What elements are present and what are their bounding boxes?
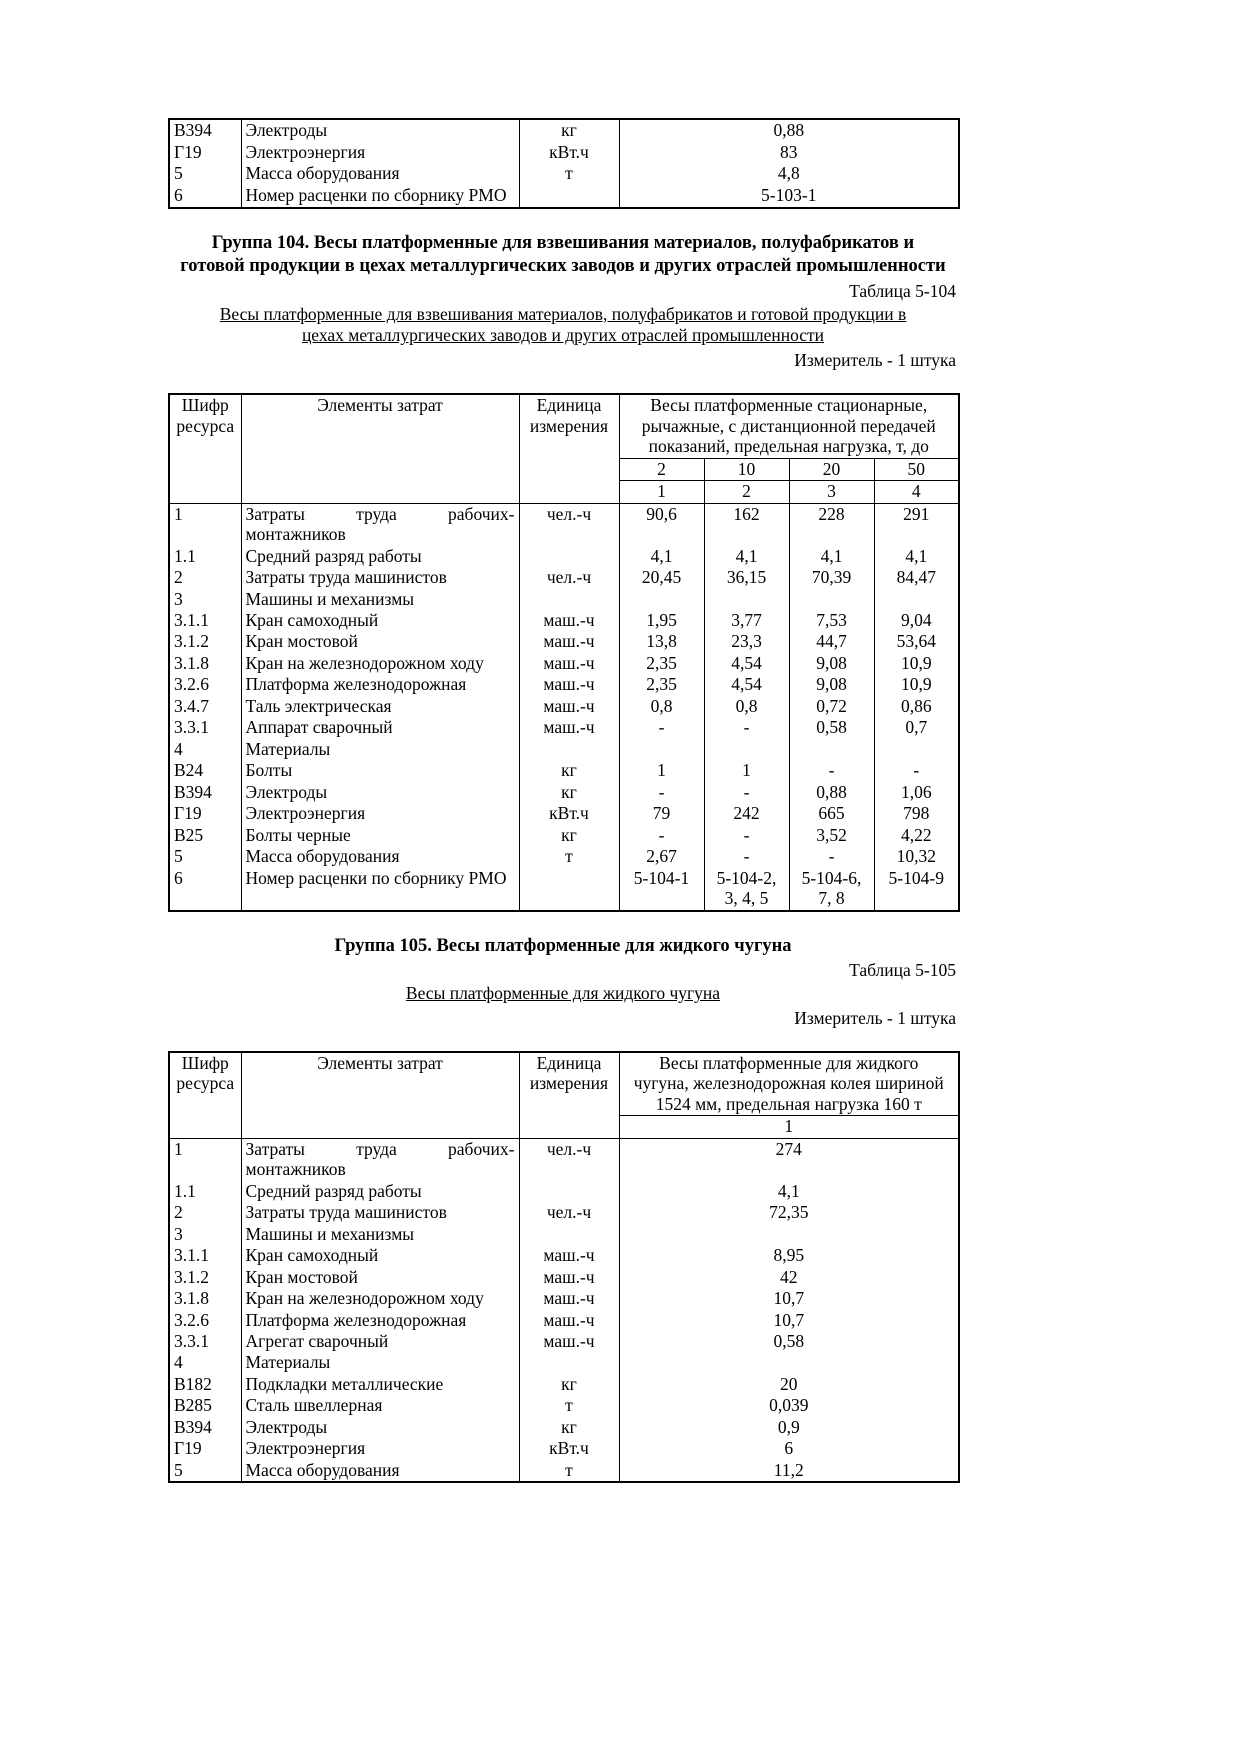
cell-unit bbox=[519, 185, 619, 208]
cell-code: 3.4.7 bbox=[169, 696, 241, 717]
cell-value: 8,95 bbox=[619, 1245, 959, 1266]
cell-value-1: 90,6 bbox=[619, 503, 704, 545]
cell-element: Масса оборудования bbox=[241, 846, 519, 867]
cell-code: В285 bbox=[169, 1395, 241, 1416]
table-row bbox=[169, 1417, 959, 1438]
table-105-number: Таблица 5-105 bbox=[849, 960, 956, 981]
cell-value-3: - bbox=[789, 846, 874, 867]
cell-value-2: 23,3 bbox=[704, 631, 789, 652]
spacer-before-table-104 bbox=[168, 371, 958, 393]
cell-unit: маш.-ч bbox=[519, 1267, 619, 1288]
cell-element: Номер расценки по сборнику РМО bbox=[241, 868, 519, 911]
table-row bbox=[169, 1460, 959, 1482]
cell-value-1: 2,35 bbox=[619, 674, 704, 695]
cell-unit: маш.-ч bbox=[519, 610, 619, 631]
cell-code: 3.2.6 bbox=[169, 1310, 241, 1331]
cell-value-3: 665 bbox=[789, 803, 874, 824]
header-group-line1: Весы платформенные стационарные, bbox=[650, 395, 928, 416]
cell-value-2: 4,54 bbox=[704, 674, 789, 695]
cell-unit: кг bbox=[519, 1374, 619, 1395]
cell-code: 4 bbox=[169, 1352, 241, 1373]
cell-code: 1 bbox=[169, 503, 241, 545]
table-row bbox=[169, 1202, 959, 1223]
cell-code: В24 bbox=[169, 760, 241, 781]
cell-element: Кран самоходный bbox=[241, 610, 519, 631]
header-capacity-3: 20 bbox=[789, 458, 874, 480]
cell-value-3: 5-104-6, 7, 8 bbox=[789, 868, 874, 911]
cell-value: 10,7 bbox=[619, 1288, 959, 1309]
cell-value-2: 4,54 bbox=[704, 653, 789, 674]
table-row bbox=[169, 631, 959, 652]
cell-code: В182 bbox=[169, 1374, 241, 1395]
header-unit: Единица измерения bbox=[519, 1052, 619, 1138]
cell-value-3: 70,39 bbox=[789, 567, 874, 588]
cell-value-3: 228 bbox=[789, 503, 874, 545]
cell-element: Кран на железнодорожном ходу bbox=[241, 1288, 519, 1309]
cell-value-4: 1,06 bbox=[874, 782, 959, 803]
cell-element: Платформа железнодорожная bbox=[241, 674, 519, 695]
cell-code: 6 bbox=[169, 868, 241, 911]
header-group-line2: рычажные, с дистанционной передачей bbox=[641, 415, 936, 436]
cell-value-4: 0,7 bbox=[874, 717, 959, 738]
cell-element: Сталь швеллерная bbox=[241, 1395, 519, 1416]
header-col-number-1: 1 bbox=[619, 481, 704, 503]
cell-code: 3.1.1 bbox=[169, 610, 241, 631]
table-row bbox=[169, 1181, 959, 1202]
cell-value-4: 5-104-9 bbox=[874, 868, 959, 911]
header-capacity-4: 50 bbox=[874, 458, 959, 480]
cell-value-4: 4,1 bbox=[874, 546, 959, 567]
header-group-title bbox=[619, 394, 959, 458]
cell-element: Электроды bbox=[241, 782, 519, 803]
cell-value-2 bbox=[704, 589, 789, 610]
cell-value-1: 4,1 bbox=[619, 546, 704, 567]
cell-value-1: 1 bbox=[619, 760, 704, 781]
cell-code: В394 bbox=[169, 119, 241, 142]
cell-element: Подкладки металлические bbox=[241, 1374, 519, 1395]
group-104-title-line2: готовой продукции в цехах металлургических заводов и других отраслей промышленности bbox=[180, 256, 946, 277]
cell-element: Болты черные bbox=[241, 825, 519, 846]
cell-unit: кг bbox=[519, 760, 619, 781]
table-5-105-body bbox=[169, 1138, 959, 1482]
table-row bbox=[169, 825, 959, 846]
cell-value-2: - bbox=[704, 782, 789, 803]
table-5-103-tail-body bbox=[169, 119, 959, 208]
table-row bbox=[169, 868, 959, 911]
cell-code: В394 bbox=[169, 1417, 241, 1438]
cell-value: 4,8 bbox=[619, 163, 959, 185]
cell-unit: кг bbox=[519, 119, 619, 142]
table-row bbox=[169, 503, 959, 545]
cell-code: 3.1.2 bbox=[169, 1267, 241, 1288]
group-104-title-line1: Группа 104. Весы платформенные для взвешивания материалов, полуфабрикатов и bbox=[211, 232, 915, 253]
cell-code: 3.1.8 bbox=[169, 1288, 241, 1309]
cell-value: 6 bbox=[619, 1438, 959, 1459]
cell-code: 3.1.1 bbox=[169, 1245, 241, 1266]
table-row bbox=[169, 696, 959, 717]
cell-code: 3 bbox=[169, 1224, 241, 1245]
header-element: Элементы затрат bbox=[241, 394, 519, 503]
table-row bbox=[169, 782, 959, 803]
table-105-caption-text: Весы платформенные для жидкого чугуна bbox=[405, 983, 721, 1004]
table-row bbox=[169, 1267, 959, 1288]
cell-code: 5 bbox=[169, 163, 241, 185]
cell-element: Затраты труда машинистов bbox=[241, 1202, 519, 1223]
cell-value-4: 10,32 bbox=[874, 846, 959, 867]
cell-value-1: - bbox=[619, 782, 704, 803]
cell-unit: маш.-ч bbox=[519, 1310, 619, 1331]
cell-code: 1.1 bbox=[169, 1181, 241, 1202]
table-row bbox=[169, 1352, 959, 1373]
cell-unit bbox=[519, 1352, 619, 1373]
cell-value: 4,1 bbox=[619, 1181, 959, 1202]
table-row bbox=[169, 739, 959, 760]
cell-value-2: 1 bbox=[704, 760, 789, 781]
cell-element: Затраты труда рабочих-монтажников bbox=[241, 503, 519, 545]
header-code: Шифр ресурса bbox=[169, 394, 241, 503]
cell-value bbox=[619, 1224, 959, 1245]
cell-value-4: 798 bbox=[874, 803, 959, 824]
cell-value: 11,2 bbox=[619, 1460, 959, 1482]
table-5-104-head bbox=[169, 394, 959, 503]
table-row bbox=[169, 185, 959, 208]
cell-code: 2 bbox=[169, 567, 241, 588]
cell-element: Электроэнергия bbox=[241, 803, 519, 824]
header-col-number-4: 4 bbox=[874, 481, 959, 503]
cell-unit bbox=[519, 1224, 619, 1245]
cell-unit: чел.-ч bbox=[519, 1138, 619, 1180]
cell-value-1: 79 bbox=[619, 803, 704, 824]
header-code: Шифр ресурса bbox=[169, 1052, 241, 1138]
cell-code: 3 bbox=[169, 589, 241, 610]
cell-code: 4 bbox=[169, 739, 241, 760]
cell-value-2: - bbox=[704, 825, 789, 846]
table-5-105 bbox=[168, 1051, 960, 1483]
header-unit: Единица измерения bbox=[519, 394, 619, 503]
cell-unit: маш.-ч bbox=[519, 1245, 619, 1266]
cell-unit: т bbox=[519, 163, 619, 185]
cell-value-1 bbox=[619, 739, 704, 760]
table-105-measure: Измеритель - 1 штука bbox=[794, 1007, 956, 1028]
cell-element: Машины и механизмы bbox=[241, 589, 519, 610]
cell-unit: кВт.ч bbox=[519, 142, 619, 164]
table-row bbox=[169, 1224, 959, 1245]
cell-value: 5-103-1 bbox=[619, 185, 959, 208]
cell-element: Кран мостовой bbox=[241, 1267, 519, 1288]
table-row bbox=[169, 1310, 959, 1331]
cell-value-3: 3,52 bbox=[789, 825, 874, 846]
cell-unit: чел.-ч bbox=[519, 503, 619, 545]
cell-code: Г19 bbox=[169, 142, 241, 164]
cell-code: 5 bbox=[169, 846, 241, 867]
cell-element: Материалы bbox=[241, 1352, 519, 1373]
table-row bbox=[169, 546, 959, 567]
table-row bbox=[169, 119, 959, 142]
cell-element: Затраты труда машинистов bbox=[241, 567, 519, 588]
cell-value-4: 9,04 bbox=[874, 610, 959, 631]
cell-value-1: 2,35 bbox=[619, 653, 704, 674]
cell-value-3: - bbox=[789, 760, 874, 781]
cell-unit: маш.-ч bbox=[519, 631, 619, 652]
cell-value-1: 0,8 bbox=[619, 696, 704, 717]
cell-unit: маш.-ч bbox=[519, 653, 619, 674]
table-105-caption bbox=[168, 983, 958, 1005]
cell-value: 42 bbox=[619, 1267, 959, 1288]
cell-value-3: 0,72 bbox=[789, 696, 874, 717]
cell-unit bbox=[519, 739, 619, 760]
table-row bbox=[169, 717, 959, 738]
cell-value-1: 5-104-1 bbox=[619, 868, 704, 911]
table-row bbox=[169, 760, 959, 781]
cell-element: Затраты труда рабочих-монтажников bbox=[241, 1138, 519, 1180]
cell-code: 1.1 bbox=[169, 546, 241, 567]
table-104-number: Таблица 5-104 bbox=[849, 280, 956, 301]
cell-element: Аппарат сварочный bbox=[241, 717, 519, 738]
table-row bbox=[169, 163, 959, 185]
cell-value bbox=[619, 1352, 959, 1373]
cell-value-3: 0,88 bbox=[789, 782, 874, 803]
table-row bbox=[169, 1245, 959, 1266]
cell-value-4: - bbox=[874, 760, 959, 781]
table-104-measure: Измеритель - 1 штука bbox=[794, 350, 956, 371]
cell-value-4: 53,64 bbox=[874, 631, 959, 652]
cell-unit: кВт.ч bbox=[519, 803, 619, 824]
cell-unit bbox=[519, 1181, 619, 1202]
table-row bbox=[169, 1331, 959, 1352]
cell-value-3 bbox=[789, 589, 874, 610]
cell-element: Машины и механизмы bbox=[241, 1224, 519, 1245]
cell-element: Электроэнергия bbox=[241, 142, 519, 164]
table-row bbox=[169, 674, 959, 695]
header-col-number-3: 3 bbox=[789, 481, 874, 503]
table-5-104 bbox=[168, 393, 960, 911]
cell-unit bbox=[519, 868, 619, 911]
cell-element: Кран самоходный bbox=[241, 1245, 519, 1266]
cell-value: 20 bbox=[619, 1374, 959, 1395]
table-row bbox=[169, 653, 959, 674]
group-105-title-line1: Группа 105. Весы платформенные для жидкого чугуна bbox=[334, 935, 792, 956]
cell-unit: т bbox=[519, 1460, 619, 1482]
table-row bbox=[169, 1374, 959, 1395]
table-5-104-body bbox=[169, 503, 959, 910]
cell-element: Средний разряд работы bbox=[241, 546, 519, 567]
cell-unit: маш.-ч bbox=[519, 1288, 619, 1309]
cell-value-3: 9,08 bbox=[789, 674, 874, 695]
cell-element: Средний разряд работы bbox=[241, 1181, 519, 1202]
cell-value-2: 162 bbox=[704, 503, 789, 545]
table-row bbox=[169, 1138, 959, 1180]
cell-value-4: 10,9 bbox=[874, 653, 959, 674]
page-content bbox=[168, 118, 958, 1483]
cell-element: Таль электрическая bbox=[241, 696, 519, 717]
table-row bbox=[169, 142, 959, 164]
table-5-105-header-row-1 bbox=[169, 1052, 959, 1116]
cell-value-2: 242 bbox=[704, 803, 789, 824]
cell-unit: т bbox=[519, 846, 619, 867]
header-group-line2: чугуна, железнодорожная колея шириной bbox=[633, 1073, 944, 1094]
table-row bbox=[169, 846, 959, 867]
cell-unit: маш.-ч bbox=[519, 1331, 619, 1352]
group-104-title bbox=[168, 232, 958, 279]
cell-element: Материалы bbox=[241, 739, 519, 760]
cell-unit: кВт.ч bbox=[519, 1438, 619, 1459]
spacer-before-table-105 bbox=[168, 1029, 958, 1051]
cell-value-2: 0,8 bbox=[704, 696, 789, 717]
cell-value-1 bbox=[619, 589, 704, 610]
cell-value-4 bbox=[874, 589, 959, 610]
cell-value: 10,7 bbox=[619, 1310, 959, 1331]
cell-value-4 bbox=[874, 739, 959, 760]
cell-value-1: 20,45 bbox=[619, 567, 704, 588]
cell-value-4: 0,86 bbox=[874, 696, 959, 717]
cell-element: Масса оборудования bbox=[241, 163, 519, 185]
cell-element: Болты bbox=[241, 760, 519, 781]
cell-element: Электроды bbox=[241, 119, 519, 142]
header-group-line3: 1524 мм, предельная нагрузка 160 т bbox=[655, 1093, 922, 1114]
cell-unit: чел.-ч bbox=[519, 567, 619, 588]
cell-code: В25 bbox=[169, 825, 241, 846]
table-row bbox=[169, 567, 959, 588]
cell-value-1: - bbox=[619, 825, 704, 846]
table-row bbox=[169, 589, 959, 610]
group-105-title bbox=[168, 935, 958, 958]
cell-value-4: 291 bbox=[874, 503, 959, 545]
cell-unit: маш.-ч bbox=[519, 717, 619, 738]
cell-code: Г19 bbox=[169, 803, 241, 824]
cell-value-2: - bbox=[704, 846, 789, 867]
cell-value: 83 bbox=[619, 142, 959, 164]
cell-value-2: 5-104-2, 3, 4, 5 bbox=[704, 868, 789, 911]
cell-element: Номер расценки по сборнику РМО bbox=[241, 185, 519, 208]
cell-value: 0,58 bbox=[619, 1331, 959, 1352]
cell-value: 72,35 bbox=[619, 1202, 959, 1223]
header-element: Элементы затрат bbox=[241, 1052, 519, 1138]
header-group-line3: показаний, предельная нагрузка, т, до bbox=[648, 436, 929, 457]
header-capacity-1: 2 bbox=[619, 458, 704, 480]
cell-unit: кг bbox=[519, 825, 619, 846]
cell-element: Кран мостовой bbox=[241, 631, 519, 652]
cell-unit: кг bbox=[519, 782, 619, 803]
header-group-title bbox=[619, 1052, 959, 1116]
table-row bbox=[169, 610, 959, 631]
cell-code: 3.1.2 bbox=[169, 631, 241, 652]
cell-code: Г19 bbox=[169, 1438, 241, 1459]
cell-value-2 bbox=[704, 739, 789, 760]
cell-element: Агрегат сварочный bbox=[241, 1331, 519, 1352]
header-col-number: 1 bbox=[619, 1116, 959, 1138]
table-104-caption-line2: цехах металлургических заводов и других отраслей промышленности bbox=[301, 325, 825, 346]
table-5-105-head bbox=[169, 1052, 959, 1138]
header-capacity-2: 10 bbox=[704, 458, 789, 480]
cell-value: 0,039 bbox=[619, 1395, 959, 1416]
cell-element: Масса оборудования bbox=[241, 1460, 519, 1482]
cell-value: 274 bbox=[619, 1138, 959, 1180]
cell-unit: маш.-ч bbox=[519, 674, 619, 695]
cell-code: 1 bbox=[169, 1138, 241, 1180]
table-104-caption bbox=[168, 304, 958, 348]
cell-code: 3.2.6 bbox=[169, 674, 241, 695]
table-row bbox=[169, 1438, 959, 1459]
cell-code: 6 bbox=[169, 185, 241, 208]
table-5-104-header-row-1 bbox=[169, 394, 959, 458]
cell-unit: т bbox=[519, 1395, 619, 1416]
cell-unit: чел.-ч bbox=[519, 1202, 619, 1223]
cell-value-2: 36,15 bbox=[704, 567, 789, 588]
table-104-caption-line1: Весы платформенные для взвешивания материалов, полуфабрикатов и готовой продукции в bbox=[219, 303, 907, 324]
header-group-line1: Весы платформенные для жидкого bbox=[659, 1052, 919, 1073]
table-row bbox=[169, 1395, 959, 1416]
cell-element: Кран на железнодорожном ходу bbox=[241, 653, 519, 674]
cell-value-2: 4,1 bbox=[704, 546, 789, 567]
cell-value: 0,88 bbox=[619, 119, 959, 142]
cell-value: 0,9 bbox=[619, 1417, 959, 1438]
cell-value-1: 1,95 bbox=[619, 610, 704, 631]
cell-code: 3.3.1 bbox=[169, 1331, 241, 1352]
cell-value-4: 84,47 bbox=[874, 567, 959, 588]
table-row bbox=[169, 1288, 959, 1309]
cell-value-2: - bbox=[704, 717, 789, 738]
cell-value-3: 9,08 bbox=[789, 653, 874, 674]
cell-value-3: 0,58 bbox=[789, 717, 874, 738]
cell-value-1: - bbox=[619, 717, 704, 738]
cell-unit: кг bbox=[519, 1417, 619, 1438]
cell-code: 5 bbox=[169, 1460, 241, 1482]
cell-unit bbox=[519, 546, 619, 567]
cell-value-3: 7,53 bbox=[789, 610, 874, 631]
cell-code: 2 bbox=[169, 1202, 241, 1223]
cell-value-2: 3,77 bbox=[704, 610, 789, 631]
cell-code: В394 bbox=[169, 782, 241, 803]
cell-value-4: 4,22 bbox=[874, 825, 959, 846]
cell-element: Платформа железнодорожная bbox=[241, 1310, 519, 1331]
cell-value-1: 13,8 bbox=[619, 631, 704, 652]
cell-code: 3.3.1 bbox=[169, 717, 241, 738]
cell-unit bbox=[519, 589, 619, 610]
table-5-103-tail bbox=[168, 118, 960, 209]
cell-value-3: 44,7 bbox=[789, 631, 874, 652]
header-col-number-2: 2 bbox=[704, 481, 789, 503]
table-row bbox=[169, 803, 959, 824]
cell-value-1: 2,67 bbox=[619, 846, 704, 867]
cell-value-3: 4,1 bbox=[789, 546, 874, 567]
cell-element: Электроды bbox=[241, 1417, 519, 1438]
cell-code: 3.1.8 bbox=[169, 653, 241, 674]
cell-value-4: 10,9 bbox=[874, 674, 959, 695]
cell-unit: маш.-ч bbox=[519, 696, 619, 717]
cell-value-3 bbox=[789, 739, 874, 760]
cell-element: Электроэнергия bbox=[241, 1438, 519, 1459]
